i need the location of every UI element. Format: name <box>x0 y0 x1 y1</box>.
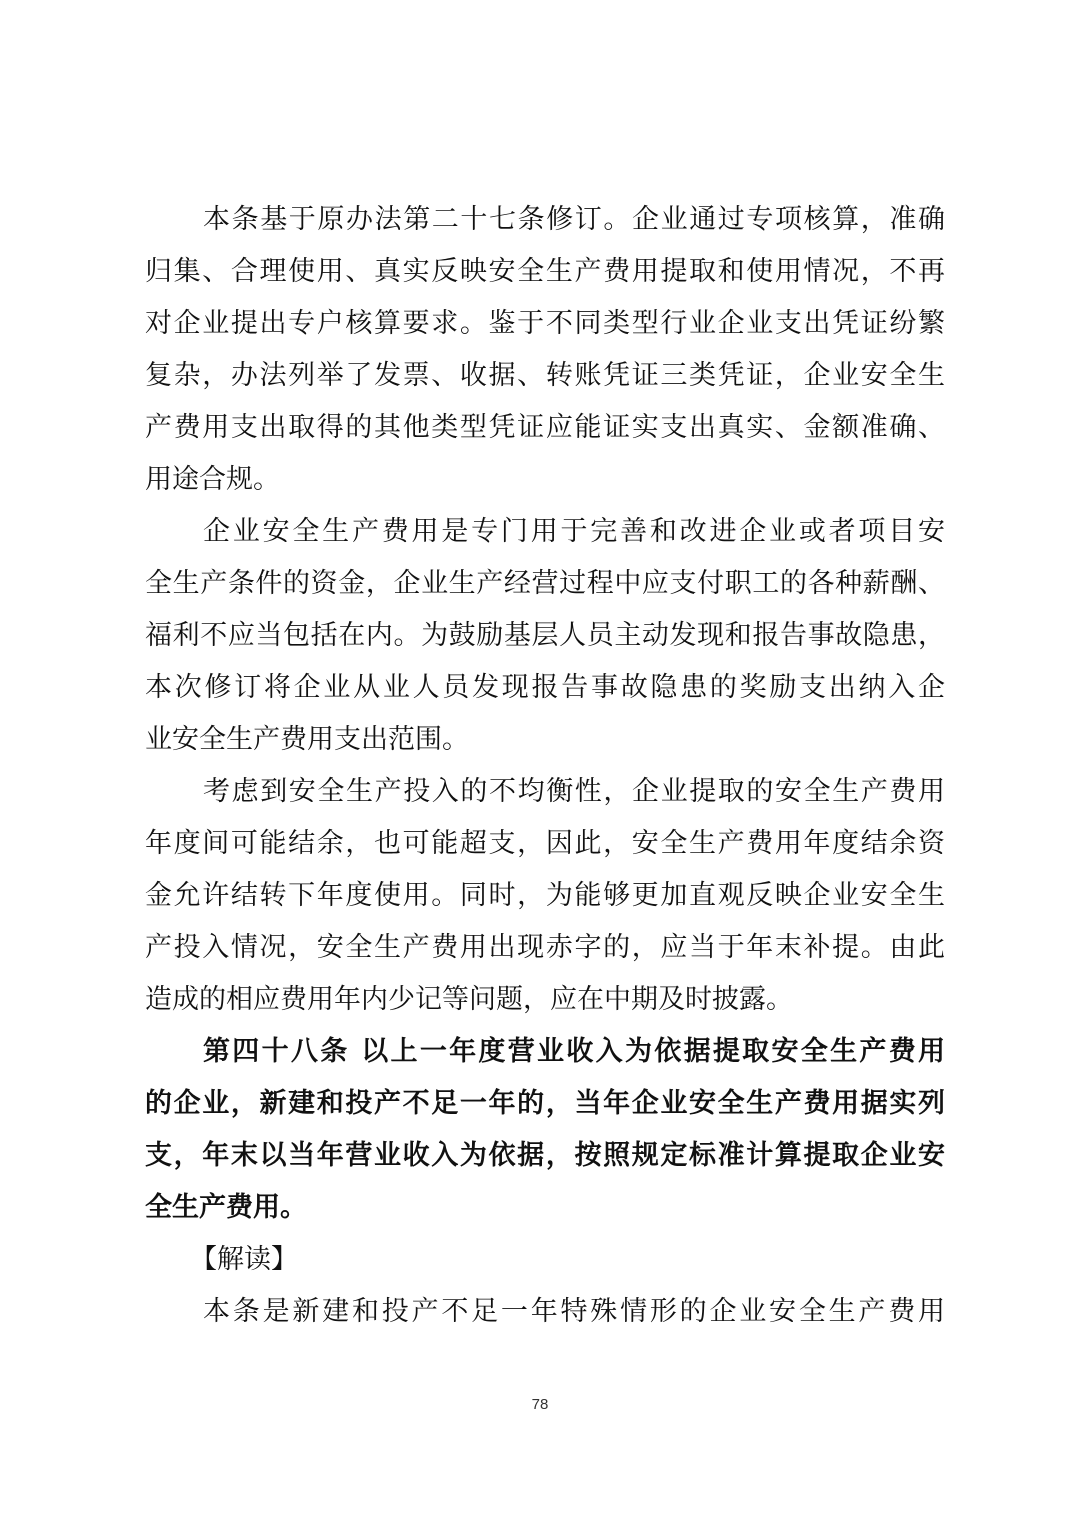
paragraph-2-line-5: 业安全生产费用支出范围。 <box>145 724 469 755</box>
paragraph-1-line-4: 复杂，办法列举了发票、收据、转账凭证三类凭证，企业安全生 <box>145 360 945 391</box>
paragraph-2-line-4: 本次修订将企业从业人员发现报告事故隐患的奖励支出纳入企 <box>145 672 945 703</box>
paragraph-1-line-5: 产费用支出取得的其他类型凭证应能证实支出真实、金额准确、 <box>145 412 945 443</box>
paragraph-3-line-2: 年度间可能结余，也可能超支，因此，安全生产费用年度结余资 <box>145 828 945 859</box>
paragraph-1-line-1: 本条基于原办法第二十七条修订。企业通过专项核算，准确 <box>203 204 945 235</box>
paragraph-3-line-5: 造成的相应费用年内少记等问题，应在中期及时披露。 <box>145 984 793 1015</box>
paragraph-3-line-4: 产投入情况，安全生产费用出现赤字的，应当于年末补提。由此 <box>145 932 945 963</box>
article-48-line-1: 第四十八条 以上一年度营业收入为依据提取安全生产费用 <box>203 1036 945 1067</box>
paragraph-2-line-3: 福利不应当包括在内。为鼓励基层人员主动发现和报告事故隐患， <box>145 620 945 651</box>
paragraph-3-line-1: 考虑到安全生产投入的不均衡性，企业提取的安全生产费用 <box>203 776 945 807</box>
interpretation-heading: 【解读】 <box>190 1244 298 1275</box>
paragraph-2-line-2: 全生产条件的资金，企业生产经营过程中应支付职工的各种薪酬、 <box>145 568 945 599</box>
paragraph-2-line-1: 企业安全生产费用是专门用于完善和改进企业或者项目安 <box>203 516 945 547</box>
paragraph-3-line-3: 金允许结转下年度使用。同时，为能够更加直观反映企业安全生 <box>145 880 945 911</box>
page-number: 78 <box>531 1396 549 1413</box>
paragraph-1-line-3: 对企业提出专户核算要求。鉴于不同类型行业企业支出凭证纷繁 <box>145 308 945 339</box>
article-48-line-3: 支，年末以当年营业收入为依据，按照规定标准计算提取企业安 <box>145 1140 945 1171</box>
paragraph-1-line-6: 用途合规。 <box>145 464 280 495</box>
article-48-line-4: 全生产费用。 <box>145 1192 307 1223</box>
article-48-line-2: 的企业，新建和投产不足一年的，当年企业安全生产费用据实列 <box>145 1088 945 1119</box>
paragraph-6-line-1: 本条是新建和投产不足一年特殊情形的企业安全生产费用 <box>203 1296 945 1327</box>
paragraph-1-line-2: 归集、合理使用、真实反映安全生产费用提取和使用情况，不再 <box>145 256 945 287</box>
